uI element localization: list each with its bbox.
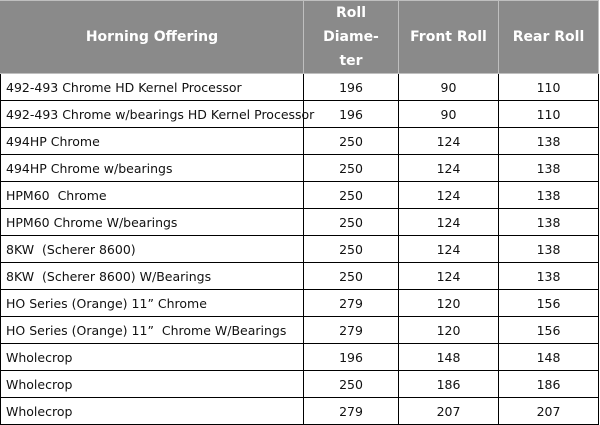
cell-front-roll: 90 [399, 101, 499, 128]
cell-rear-roll: 138 [499, 128, 599, 155]
cell-offering: Wholecrop [1, 371, 304, 398]
cell-roll-diameter: 196 [304, 74, 399, 101]
cell-rear-roll: 138 [499, 236, 599, 263]
cell-roll-diameter: 196 [304, 344, 399, 371]
cell-roll-diameter: 250 [304, 263, 399, 290]
cell-front-roll: 148 [399, 344, 499, 371]
cell-front-roll: 124 [399, 236, 499, 263]
table-row [1, 182, 599, 209]
table-row [1, 155, 599, 182]
table-row [1, 101, 599, 128]
cell-roll-diameter: 250 [304, 236, 399, 263]
table-body [1, 74, 599, 425]
cell-rear-roll: 156 [499, 290, 599, 317]
cell-roll-diameter: 279 [304, 290, 399, 317]
cell-rear-roll: 110 [499, 101, 599, 128]
cell-front-roll: 124 [399, 182, 499, 209]
cell-offering: 494HP Chrome [1, 128, 304, 155]
table-row [1, 398, 599, 425]
cell-roll-diameter: 250 [304, 209, 399, 236]
cell-front-roll: 124 [399, 128, 499, 155]
cell-rear-roll: 156 [499, 317, 599, 344]
cell-roll-diameter: 279 [304, 398, 399, 425]
table-row [1, 290, 599, 317]
table-row [1, 209, 599, 236]
cell-roll-diameter: 250 [304, 128, 399, 155]
cell-roll-diameter: 196 [304, 101, 399, 128]
cell-front-roll: 207 [399, 398, 499, 425]
cell-roll-diameter: 250 [304, 371, 399, 398]
header-roll-diameter: Roll Diame- ter [304, 1, 399, 74]
table-row [1, 344, 599, 371]
header-offering: Horning Offering [1, 1, 304, 74]
cell-front-roll: 120 [399, 317, 499, 344]
cell-front-roll: 124 [399, 209, 499, 236]
table-header [1, 1, 599, 74]
table-row [1, 236, 599, 263]
table-row [1, 263, 599, 290]
cell-offering: 492-493 Chrome w/bearings HD Kernel Processor [1, 101, 304, 128]
table-row [1, 317, 599, 344]
cell-offering: 494HP Chrome w/bearings [1, 155, 304, 182]
cell-rear-roll: 186 [499, 371, 599, 398]
cell-front-roll: 186 [399, 371, 499, 398]
table-row [1, 128, 599, 155]
cell-offering: 8KW (Scherer 8600) [1, 236, 304, 263]
cell-roll-diameter: 250 [304, 155, 399, 182]
cell-offering: HO Series (Orange) 11” Chrome [1, 290, 304, 317]
cell-offering: 8KW (Scherer 8600) W/Bearings [1, 263, 304, 290]
cell-roll-diameter: 250 [304, 182, 399, 209]
cell-offering: Wholecrop [1, 344, 304, 371]
cell-offering: 492-493 Chrome HD Kernel Processor [1, 74, 304, 101]
cell-front-roll: 90 [399, 74, 499, 101]
cell-rear-roll: 148 [499, 344, 599, 371]
cell-rear-roll: 138 [499, 263, 599, 290]
header-rear-roll: Rear Roll [499, 1, 599, 74]
cell-roll-diameter: 279 [304, 317, 399, 344]
cell-rear-roll: 110 [499, 74, 599, 101]
table-row [1, 371, 599, 398]
cell-offering: HPM60 Chrome [1, 182, 304, 209]
cell-front-roll: 124 [399, 155, 499, 182]
cell-front-roll: 120 [399, 290, 499, 317]
cell-rear-roll: 138 [499, 209, 599, 236]
cell-front-roll: 124 [399, 263, 499, 290]
cell-rear-roll: 207 [499, 398, 599, 425]
cell-offering: Wholecrop [1, 398, 304, 425]
cell-offering: HPM60 Chrome W/bearings [1, 209, 304, 236]
cell-rear-roll: 138 [499, 182, 599, 209]
header-row [1, 1, 599, 74]
header-front-roll: Front Roll [399, 1, 499, 74]
cell-rear-roll: 138 [499, 155, 599, 182]
cell-offering: HO Series (Orange) 11” Chrome W/Bearings [1, 317, 304, 344]
table-row [1, 74, 599, 101]
